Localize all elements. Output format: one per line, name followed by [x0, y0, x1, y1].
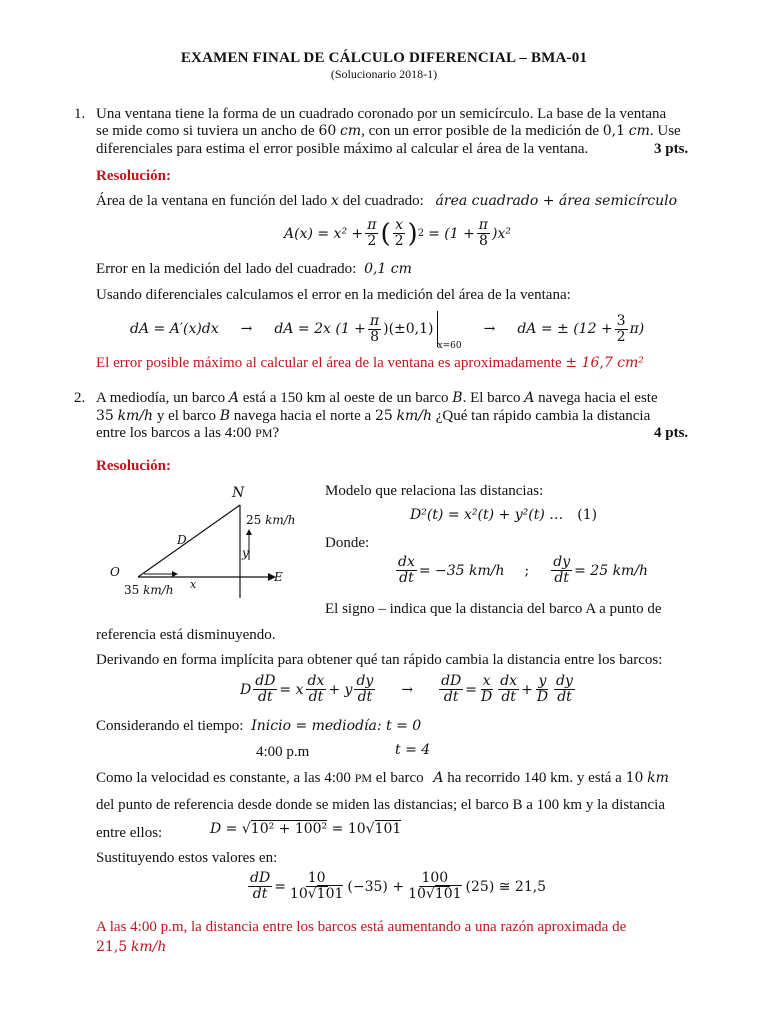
- model-text: Modelo que relaciona las distancias:: [325, 483, 544, 499]
- problem-2-line3: entre los barcos a las 4:00 PM?: [96, 425, 280, 441]
- time-pm: 4:00 p.m: [256, 744, 310, 760]
- velocity-text-2: del punto de referencia desde donde se miden las distancias; el barco B a 100 km y la distancia: [96, 797, 665, 813]
- problem-1-line3: diferenciales para estima el error posible máximo al calcular el área de la ventana.: [96, 141, 589, 157]
- diagram-label-d: D: [177, 533, 187, 547]
- problem-2-resolucion: Resolución:: [96, 458, 171, 474]
- sign-text-1: El signo – indica que la distancia del barco A a punto de: [325, 601, 662, 617]
- diagram-label-n: N: [232, 485, 245, 501]
- considering-time-text: Considerando el tiempo: Inicio = mediodía: t = 0: [96, 718, 422, 734]
- diagram-label-y: y: [242, 546, 249, 560]
- distance-equation: D = √10² + 100² = 10√101: [210, 821, 402, 837]
- problem-2-number: 2.: [74, 390, 86, 406]
- exam-title: EXAMEN FINAL DE CÁLCULO DIFERENCIAL – BMA-01: [180, 50, 588, 66]
- problem-1-points: 3 pts.: [654, 141, 689, 157]
- donde-text: Donde:: [325, 535, 370, 551]
- problem-2-points: 4 pts.: [654, 425, 689, 441]
- diagram-label-o: O: [110, 565, 120, 579]
- problem-1-line2: se mide como si tuviera un ancho de 60 cm, con un error posible de la medición de 0,1 cm. Use: [96, 123, 681, 139]
- implicit-derivative-text: Derivando en forma implícita para obtener qué tan rápido cambia la distancia entre los barcos:: [96, 652, 663, 668]
- differential-equation: dA = A′(x)dx → dA = 2x (1 + $\frac{\pi}{8}$ )(±0,1) x=60 → dA = ± (12 + $\frac{3}{2}$ π): [130, 312, 645, 351]
- model-equation: D²(t) = x²(t) + y²(t) … (1): [410, 507, 598, 523]
- problem-1-resolucion: Resolución:: [96, 168, 171, 184]
- velocity-text-1: Como la velocidad es constante, a las 4:00 PM el barco A ha recorrido 140 km. y está a 10 km: [96, 770, 669, 786]
- exam-subtitle: (Solucionario 2018-1): [330, 67, 438, 81]
- problem-2-answer: A las 4:00 p.m, la distancia entre los barcos está aumentando a una razón aproximada de 21,5 km/h: [96, 919, 627, 955]
- problem-1-number: 1.: [74, 106, 86, 122]
- problem-1-line1: Una ventana tiene la forma de un cuadrado coronado por un semicírculo. La base de la ventana: [96, 106, 667, 122]
- entre-ellos-text: entre ellos:: [96, 825, 163, 841]
- area-equation: A(x) = x² + $\frac{\pi}{2}$ ( $\frac{x}{2}$ ) 2 = (1 + $\frac{\pi}{8}$ )x²: [284, 217, 511, 249]
- implicit-derivative-equation: D $\frac{dD}{dt}$ = x $\frac{dx}{dt}$ + y $\frac{dy}{dt}$ → $\frac{dD}{dt}$ = $\frac{x}{D}$ $\frac{dx}{dt}$ + $\frac{y}{D}$ $\frac{dy}{dt}$: [240, 673, 573, 705]
- diagram-label-speed-north: 25 km/h: [246, 513, 296, 527]
- measurement-error-text: Error en la medición del lado del cuadrado: 0,1 cm: [96, 261, 412, 277]
- diagram-label-speed-east: 35 km/h: [124, 583, 174, 597]
- final-computation: $\frac{dD}{dt}$ = $\frac{10}{10√101}$ (−35) + $\frac{100}{10√101}$ (25) ≅ 21,5: [250, 870, 547, 902]
- problem-2-line2: 35 km/h y el barco B navega hacia el norte a 25 km/h ¿Qué tan rápido cambia la distancia: [96, 408, 651, 424]
- diagram-label-x: x: [190, 578, 197, 591]
- area-function-text: Área de la ventana en función del lado x del cuadrado: área cuadrado + área semicírculo: [96, 193, 677, 209]
- differentials-text: Usando diferenciales calculamos el error en la medición del área de la ventana:: [96, 287, 571, 303]
- problem-2-line1: A mediodía, un barco A está a 150 km al oeste de un barco B. El barco A navega hacia el este: [96, 390, 658, 406]
- problem-1-answer: El error posible máximo al calcular el área de la ventana es aproximadamente ± 16,7 cm²: [96, 355, 644, 371]
- substitute-text: Sustituyendo estos valores en:: [96, 850, 278, 866]
- diagram-label-e: E: [274, 570, 283, 584]
- rates-equation: $\frac{dx}{dt}$ = −35 km/h ; $\frac{dy}{dt}$ = 25 km/h: [398, 554, 649, 586]
- sign-text-2: referencia está disminuyendo.: [96, 627, 276, 643]
- time-t: t = 4: [395, 742, 431, 758]
